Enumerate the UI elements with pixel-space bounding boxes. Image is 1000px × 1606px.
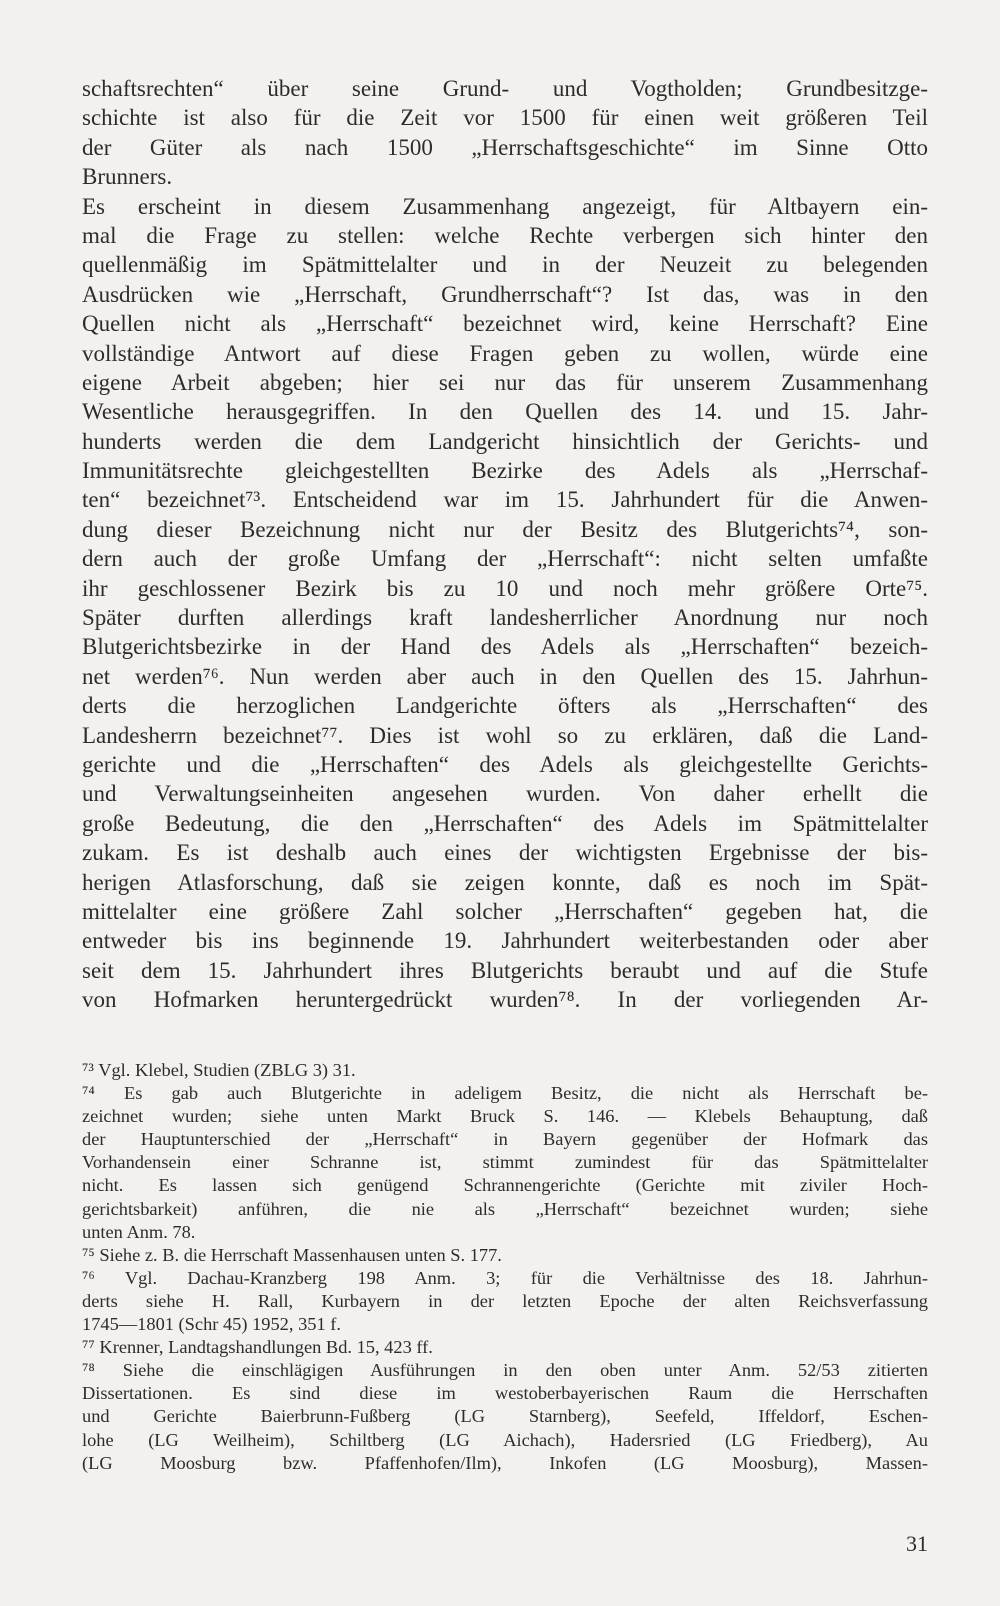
main-text-line: von Hofmarken heruntergedrückt wurden⁷⁸. In der vorliegenden Ar- <box>82 987 928 1013</box>
footnote-line: Vorhandensein einer Schranne ist, stimmt zumindest für das Spätmittelalter <box>82 1152 928 1173</box>
footnote-line: gerichtsbarkeit) anführen, die nie als „Herrschaft“ bezeichnet wurden; siehe <box>82 1198 928 1219</box>
main-text-line: Quellen nicht als „Herrschaft“ bezeichnet wird, keine Herrschaft? Eine <box>82 311 928 337</box>
main-text-line: Blutgerichtsbezirke in der Hand des Adels als „Herrschaften“ bezeich- <box>82 634 928 660</box>
main-text-line: schichte ist also für die Zeit vor 1500 für einen weit größeren Teil <box>82 105 928 131</box>
footnote-line: nicht. Es lassen sich genügend Schrannengerichte (Gerichte mit ziviler Hoch- <box>82 1175 928 1196</box>
footnote-line: Dissertationen. Es sind diese im westoberbayerischen Raum die Herrschaften <box>82 1383 928 1404</box>
footnote-line: lohe (LG Weilheim), Schiltberg (LG Aichach), Hadersried (LG Friedberg), Au <box>82 1429 928 1450</box>
main-text <box>82 74 928 1015</box>
main-text-line: net werden⁷⁶. Nun werden aber auch in den Quellen des 15. Jahrhun- <box>82 663 928 689</box>
main-text-line: Später durften allerdings kraft landesherrlicher Anordnung nur noch <box>82 605 928 631</box>
main-text-line: dung dieser Bezeichnung nicht nur der Besitz des Blutgerichts⁷⁴, son- <box>82 516 928 542</box>
footnote-line: ⁷³ Vgl. Klebel, Studien (ZBLG 3) 31. <box>82 1060 356 1080</box>
main-text-line: große Bedeutung, die den „Herrschaften“ des Adels im Spätmittelalter <box>82 810 928 836</box>
main-text-line: entweder bis ins beginnende 19. Jahrhundert weiterbestanden oder aber <box>82 928 928 954</box>
main-text-line: hunderts werden die dem Landgericht hinsichtlich der Gerichts- und <box>82 428 928 454</box>
main-text-line: Landesherrn bezeichnet⁷⁷. Dies ist wohl so zu erklären, daß die Land- <box>82 722 928 748</box>
main-text-line: Es erscheint in diesem Zusammenhang angezeigt, für Altbayern ein- <box>82 193 928 219</box>
main-text-line: mal die Frage zu stellen: welche Rechte verbergen sich hinter den <box>82 222 928 248</box>
main-text-line: Wesentliche herausgegriffen. In den Quellen des 14. und 15. Jahr- <box>82 399 928 425</box>
footnote-line: ⁷⁸ Siehe die einschlägigen Ausführungen in den oben unter Anm. 52/53 zitierten <box>82 1360 928 1381</box>
footnote-line: ⁷⁷ Krenner, Landtagshandlungen Bd. 15, 423 ff. <box>82 1337 433 1358</box>
footnote-line: ⁷⁴ Es gab auch Blutgerichte in adeligem Besitz, die nicht als Herrschaft be- <box>82 1083 928 1104</box>
main-text-line: dern auch der große Umfang der „Herrschaft“: nicht selten umfaßte <box>82 546 928 572</box>
footnote-line: ⁷⁶ Vgl. Dachau-Kranzberg 198 Anm. 3; für die Verhältnisse des 18. Jahrhun- <box>82 1267 928 1288</box>
main-text-line: schaftsrechten“ über seine Grund- und Vogtholden; Grundbesitzge- <box>82 76 928 101</box>
main-text-line: derts die herzoglichen Landgerichte öfters als „Herrschaften“ des <box>82 693 928 719</box>
footnote-line: ⁷⁵ Siehe z. B. die Herrschaft Massenhausen unten S. 177. <box>82 1244 502 1265</box>
main-text-line: quellenmäßig im Spätmittelalter und in der Neuzeit zu belegenden <box>82 252 928 278</box>
main-text-line: herigen Atlasforschung, daß sie zeigen konnte, daß es noch im Spät- <box>82 869 928 895</box>
footnote-line: zeichnet wurden; siehe unten Markt Bruck S. 146. — Klebels Behauptung, daß <box>82 1106 928 1127</box>
page-number: 31 <box>906 1531 928 1556</box>
footnote-line: (LG Moosburg bzw. Pfaffenhofen/Ilm), Inkofen (LG Moosburg), Massen- <box>82 1452 928 1473</box>
main-text-line: eigene Arbeit abgeben; hier sei nur das für unserem Zusammenhang <box>82 369 928 395</box>
main-text-line: mittelalter eine größere Zahl solcher „Herrschaften“ gegeben hat, die <box>82 898 928 924</box>
footnotes <box>82 1059 928 1475</box>
main-text-line: seit dem 15. Jahrhundert ihres Blutgerichts beraubt und auf die Stufe <box>82 957 928 983</box>
main-text-line: gerichte und die „Herrschaften“ des Adels als gleichgestellte Gerichts- <box>82 751 928 777</box>
main-text-line: Brunners. <box>82 164 173 190</box>
main-text-line: vollständige Antwort auf diese Fragen geben zu wollen, würde eine <box>82 340 928 366</box>
main-text-line: der Güter als nach 1500 „Herrschaftsgeschichte“ im Sinne Otto <box>82 134 928 160</box>
main-text-line: ihr geschlossener Bezirk bis zu 10 und noch mehr größere Orte⁷⁵. <box>82 575 928 601</box>
footnote-line: und Gerichte Baierbrunn-Fußberg (LG Starnberg), Seefeld, Iffeldorf, Eschen- <box>82 1406 928 1427</box>
main-text-line: und Verwaltungseinheiten angesehen wurden. Von daher erhellt die <box>82 781 928 807</box>
footnote-line: unten Anm. 78. <box>82 1221 196 1242</box>
footnote-line: derts siehe H. Rall, Kurbayern in der letzten Epoche der alten Reichsverfassung <box>82 1290 928 1311</box>
main-text-line: Immunitätsrechte gleichgestellten Bezirke des Adels als „Herrschaf- <box>82 458 928 484</box>
footnote-line: der Hauptunterschied der „Herrschaft“ in Bayern gegenüber der Hofmark das <box>82 1129 928 1150</box>
main-text-line: Ausdrücken wie „Herrschaft, Grundherrschaft“? Ist das, was in den <box>82 281 928 307</box>
main-text-line: zukam. Es ist deshalb auch eines der wichtigsten Ergebnisse der bis- <box>82 840 928 866</box>
footnote-line: 1745—1801 (Schr 45) 1952, 351 f. <box>82 1314 341 1335</box>
main-text-line: ten“ bezeichnet⁷³. Entscheidend war im 15. Jahrhundert für die Anwen- <box>82 487 928 513</box>
